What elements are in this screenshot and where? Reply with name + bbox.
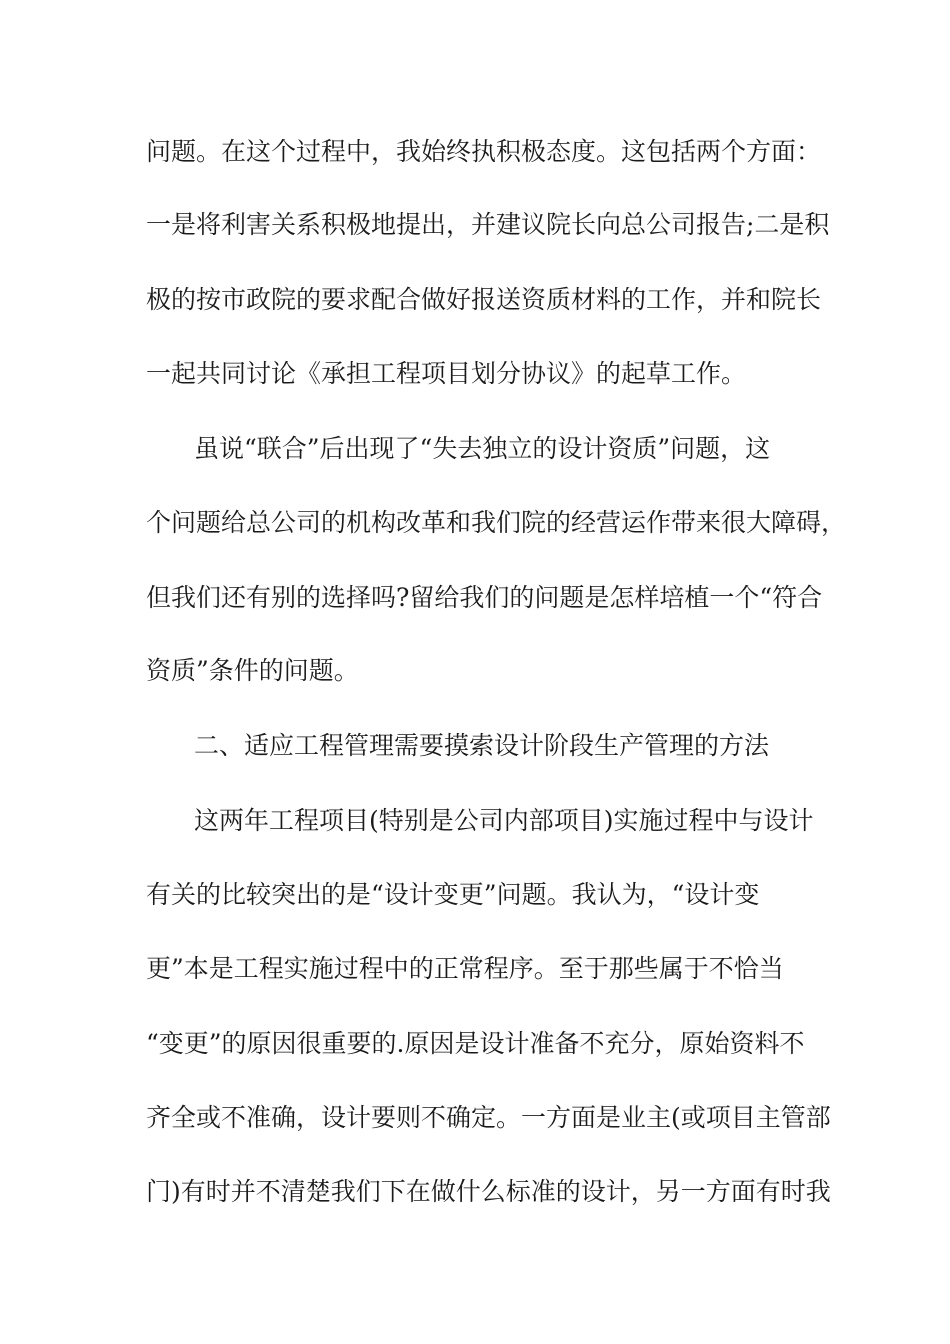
- text-line-2: 一是将利害关系积极地提出，并建议院长向总公司报告;二是积: [146, 210, 830, 239]
- text-line-11: 有关的比较突出的是“设计变更”问题。我认为，“设计变: [146, 880, 760, 909]
- text-line-3: 极的按市政院的要求配合做好报送资质材料的工作，并和院长: [146, 285, 822, 314]
- section-heading: 二、适应工程管理需要摸索设计阶段生产管理的方法: [194, 731, 770, 760]
- text-line-13: “变更”的原因很重要的.原因是设计准备不充分，原始资料不: [146, 1029, 805, 1058]
- text-line-7: 但我们还有别的选择吗?留给我们的问题是怎样培植一个“符合: [146, 583, 823, 612]
- text-line-10: 这两年工程项目(特别是公司内部项目)实施过程中与设计: [194, 806, 814, 835]
- text-line-5: 虽说“联合”后出现了“失去独立的设计资质”问题，这: [194, 434, 771, 463]
- text-line-15: 门)有时并不清楚我们下在做什么标准的设计，另一方面有时我: [146, 1177, 831, 1206]
- text-line-8: 资质”条件的问题。: [146, 656, 359, 685]
- text-line-4: 一起共同讨论《承担工程项目划分协议》的起草工作。: [146, 359, 747, 388]
- text-line-14: 齐全或不准确，设计要则不确定。一方面是业主(或项目主管部: [146, 1103, 831, 1132]
- text-line-12: 更”本是工程实施过程中的正常程序。至于那些属于不恰当: [146, 954, 784, 983]
- text-line-6: 个问题给总公司的机构改革和我们院的经营运作带来很大障碍，: [146, 508, 847, 537]
- text-line-1: 问题。在这个过程中，我始终执积极态度。这包括两个方面：: [146, 137, 822, 166]
